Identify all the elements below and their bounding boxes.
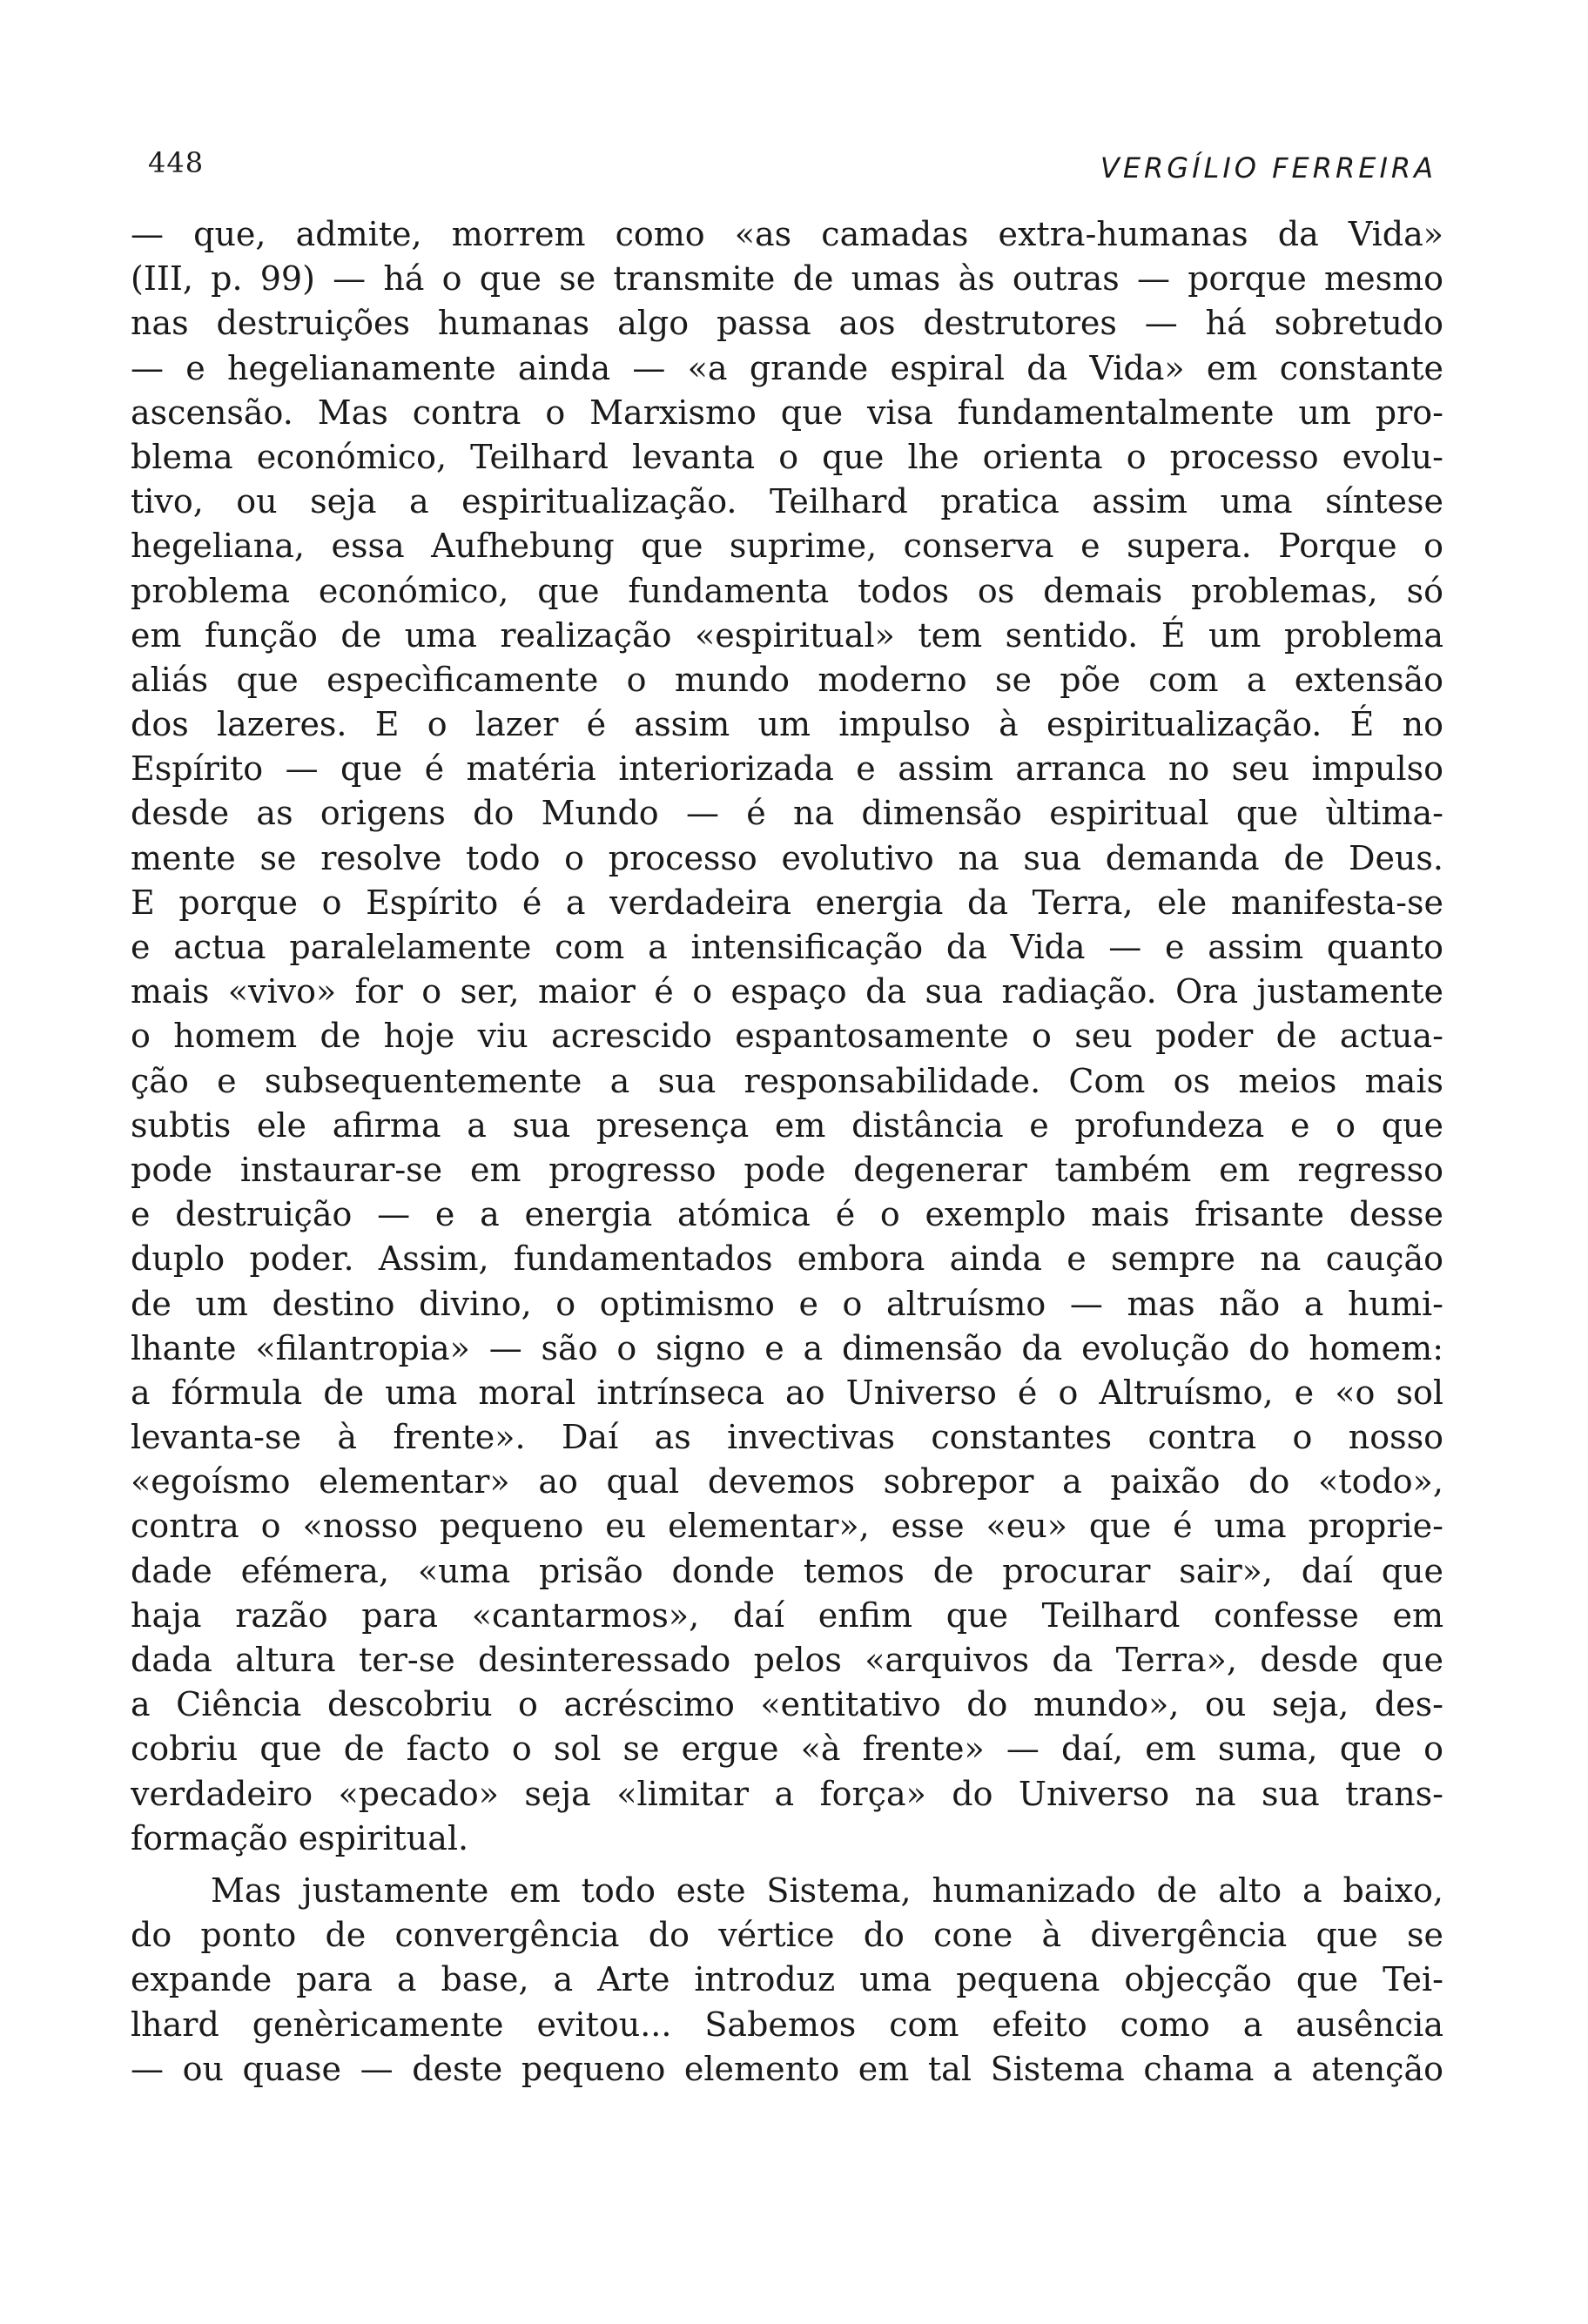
paragraph-1 bbox=[131, 212, 1443, 1861]
text-line: dada altura ter-se desinteressado pelos «arquivos da Terra», desde que bbox=[131, 1641, 1443, 1679]
paragraph-gap bbox=[131, 1861, 1443, 1869]
text-line: verdadeiro «pecado» seja «limitar a força» do Universo na sua trans- bbox=[131, 1774, 1443, 1813]
paragraph-2 bbox=[131, 1869, 1443, 2092]
text-line: — e hegelianamente ainda — «a grande espiral da Vida» em constante bbox=[131, 348, 1443, 387]
text-line: do ponto de convergência do vértice do cone à divergência que se bbox=[131, 1916, 1443, 1955]
text-line: a fórmula de uma moral intrínseca ao Universo é o Altruísmo, e «o sol bbox=[131, 1373, 1443, 1412]
text-line: dade efémera, «uma prisão donde temos de procurar sair», daí que bbox=[131, 1551, 1443, 1590]
text-line: (III, p. 99) — há o que se transmite de umas às outras — porque mesmo bbox=[131, 259, 1443, 299]
text-line: levanta-se à frente». Daí as invectivas constantes contra o nosso bbox=[131, 1418, 1443, 1457]
text-line: e destruição — e a energia atómica é o exemplo mais frisante desse bbox=[131, 1195, 1443, 1234]
text-line: blema económico, Teilhard levanta o que lhe orienta o processo evolu- bbox=[131, 437, 1443, 476]
body-text bbox=[131, 212, 1443, 2092]
text-line: mais «vivo» for o ser, maior é o espaço da sua radiação. Ora justamente bbox=[131, 972, 1443, 1011]
text-line: «egoísmo elementar» ao qual devemos sobrepor a paixão do «todo», bbox=[131, 1462, 1443, 1501]
text-line: duplo poder. Assim, fundamentados embora ainda e sempre na caução bbox=[131, 1239, 1443, 1279]
running-head-author: VERGÍLIO FERREIRA bbox=[1100, 151, 1437, 185]
text-line: nas destruições humanas algo passa aos destrutores — há sobretudo bbox=[131, 304, 1443, 343]
text-line: Mas justamente em todo este Sistema, humanizado de alto a baixo, bbox=[211, 1871, 1443, 1910]
text-line: em função de uma realização «espiritual» tem sentido. É um problema bbox=[131, 615, 1443, 655]
text-line: ção e subsequentemente a sua responsabilidade. Com os meios mais bbox=[131, 1061, 1443, 1100]
text-line: dos lazeres. E o lazer é assim um impulso à espiritualização. É no bbox=[131, 705, 1443, 744]
page-number: 448 bbox=[148, 146, 205, 179]
text-line: o homem de hoje viu acrescido espantosamente o seu poder de actua- bbox=[131, 1017, 1443, 1056]
text-line: lhante «filantropia» — são o signo e a dimensão da evolução do homem: bbox=[131, 1328, 1443, 1367]
text-line: subtis ele afirma a sua presença em distância e profundeza e o que bbox=[131, 1105, 1443, 1145]
text-line: desde as origens do Mundo — é na dimensão espiritual que ùltima- bbox=[131, 794, 1443, 833]
text-line: a Ciência descobriu o acréscimo «entitativo do mundo», ou seja, des- bbox=[131, 1685, 1443, 1724]
text-line: pode instaurar-se em progresso pode degenerar também em regresso bbox=[131, 1150, 1443, 1189]
text-line: Espírito — que é matéria interiorizada e assim arranca no seu impulso bbox=[131, 749, 1443, 789]
text-line: problema económico, que fundamenta todos os demais problemas, só bbox=[131, 571, 1443, 610]
text-line: lhard genèricamente evitou... Sabemos com efeito como a ausência bbox=[131, 2005, 1443, 2044]
text-line: cobriu que de facto o sol se ergue «à frente» — daí, em suma, que o bbox=[131, 1730, 1443, 1769]
text-line: mente se resolve todo o processo evolutivo na sua demanda de Deus. bbox=[131, 838, 1443, 877]
text-line: e actua paralelamente com a intensificação da Vida — e assim quanto bbox=[131, 928, 1443, 966]
text-line: aliás que especìficamente o mundo moderno se põe com a extensão bbox=[131, 660, 1443, 699]
text-line: — que, admite, morrem como «as camadas extra-humanas da Vida» bbox=[131, 215, 1443, 253]
text-line: tivo, ou seja a espiritualização. Teilhard pratica assim uma síntese bbox=[131, 482, 1443, 521]
text-line: hegeliana, essa Aufhebung que suprime, conserva e supera. Porque o bbox=[131, 527, 1443, 566]
text-line: de um destino divino, o optimismo e o altruísmo — mas não a humi- bbox=[131, 1284, 1443, 1323]
text-line: — ou quase — deste pequeno elemento em tal Sistema chama a atenção bbox=[131, 2049, 1443, 2088]
text-line: expande para a base, a Arte introduz uma pequena objecção que Tei- bbox=[131, 1960, 1443, 1999]
running-head bbox=[148, 146, 1437, 190]
text-line: haja razão para «cantarmos», daí enfim que Teilhard confesse em bbox=[131, 1595, 1443, 1635]
text-line: formação espiritual. bbox=[131, 1818, 469, 1857]
text-line: ascensão. Mas contra o Marxismo que visa fundamentalmente um pro- bbox=[131, 393, 1443, 432]
text-line: E porque o Espírito é a verdadeira energia da Terra, ele manifesta-se bbox=[131, 883, 1443, 922]
text-line: contra o «nosso pequeno eu elementar», esse «eu» que é uma proprie- bbox=[131, 1507, 1443, 1546]
